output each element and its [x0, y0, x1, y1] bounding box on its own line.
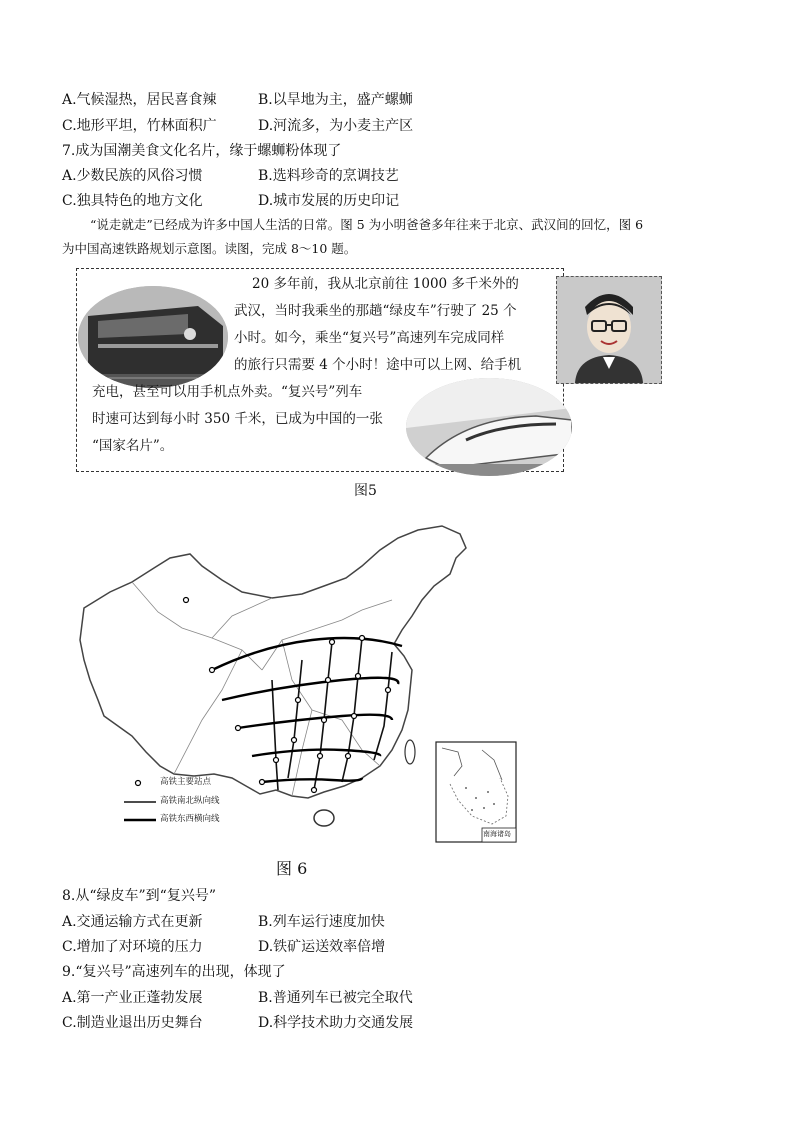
- story-line-4: 的旅行只需要 4 个小时！途中可以上网、给手机: [234, 357, 522, 373]
- q7-option-a: A.少数民族的风俗习惯: [62, 168, 203, 184]
- fuxing-train-photo: [406, 378, 572, 476]
- legend-station-label: 高铁主要站点: [160, 777, 212, 787]
- q8-option-d: D.铁矿运送效率倍增: [258, 939, 386, 955]
- q9-option-c: C.制造业退出历史舞台: [62, 1015, 203, 1031]
- story-line-3: 小时。如今，乘坐“复兴号”高速列车完成同样: [234, 330, 505, 346]
- q8-option-a: A.交通运输方式在更新: [62, 914, 203, 930]
- inset-label: 南海诸岛: [483, 830, 511, 838]
- figure-6-map: [62, 520, 524, 876]
- green-train-photo: [78, 286, 228, 388]
- intro-line-2: 为中国高速铁路规划示意图。读图，完成 8～10 题。: [62, 241, 357, 256]
- story-line-2: 武汉，当时我乘坐的那趟“绿皮车”行驶了 25 个: [234, 303, 517, 319]
- q9-stem: 9.“复兴号”高速列车的出现，体现了: [62, 964, 286, 980]
- q9-option-d: D.科学技术助力交通发展: [258, 1015, 414, 1031]
- q8-option-b: B.列车运行速度加快: [258, 914, 385, 930]
- q8-stem: 8.从“绿皮车”到“复兴号”: [62, 888, 216, 904]
- father-avatar: [556, 276, 662, 384]
- legend-ns-label: 高铁南北纵向线: [160, 796, 220, 806]
- q6-option-a: A.气候湿热，居民喜食辣: [62, 92, 217, 108]
- q7-option-b: B.选料珍奇的烹调技艺: [258, 168, 399, 184]
- q7-stem: 7.成为国潮美食文化名片，缘于螺蛳粉体现了: [62, 143, 342, 159]
- q9-option-a: A.第一产业正蓬勃发展: [62, 990, 203, 1006]
- figure-6-caption: 图 6: [276, 859, 308, 878]
- q6-option-c: C.地形平坦，竹林面积广: [62, 118, 217, 134]
- story-line-1: 20 多年前，我从北京前往 1000 多千米外的: [252, 276, 519, 292]
- legend-ew-label: 高铁东西横向线: [160, 814, 220, 824]
- figure-5: [74, 268, 672, 499]
- q7-option-c: C.独具特色的地方文化: [62, 193, 203, 209]
- intro-line-1: “说走就走”已经成为许多中国人生活的日常。图 5 为小明爸爸多年往来于北京、武汉间的回忆，图 6: [90, 217, 644, 232]
- q9-option-b: B.普通列车已被完全取代: [258, 990, 413, 1006]
- figure-5-caption: 图5: [354, 483, 377, 499]
- q6-option-b: B.以旱地为主，盛产螺蛳: [258, 92, 413, 108]
- story-line-7: “国家名片”。: [92, 438, 174, 454]
- q6-option-d: D.河流多，为小麦主产区: [258, 118, 414, 134]
- q8-option-c: C.增加了对环境的压力: [62, 939, 203, 955]
- story-line-5: 充电，甚至可以用手机点外卖。“复兴号”列车: [92, 384, 363, 400]
- q7-option-d: D.城市发展的历史印记: [258, 193, 400, 209]
- story-line-6: 时速可达到每小时 350 千米，已成为中国的一张: [92, 411, 383, 427]
